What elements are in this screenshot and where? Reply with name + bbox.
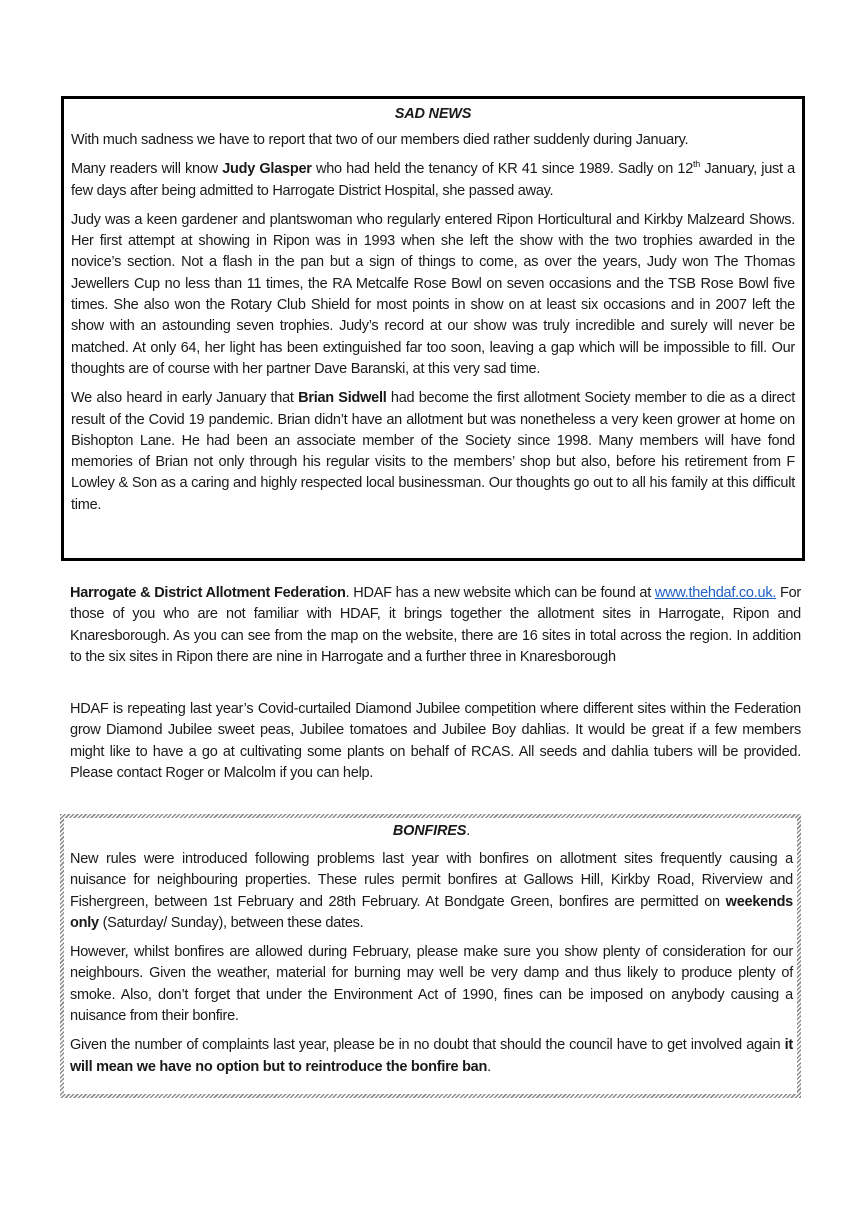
hdaf-paragraph-1: Harrogate & District Allotment Federation. HDAF has a new website which can be found at www.thehdaf.co.uk. For those of you who are not familiar with HDAF, it brings together the allotment sites in Harrogate, Ripon and Knaresborough. As you can see from the map on the website, there are 16 sites in total across the region. In addition to the six sites in Ripon there are nine in Harrogate and a further three in Knaresborough xyxy=(70,585,801,665)
brian-name: Brian Sidwell xyxy=(298,390,387,407)
judy-paragraph-2: Judy was a keen gardener and plantswoman who regularly entered Ripon Horticultural and Kirkby Malzeard Shows. Her first attempt at showing in Ripon was in 1993 when she left the show with the two trophies awarded in the novice’s section. Not a flash in the pan but a sign of things to come, as over the years, Judy won The Thomas Jewellers Cup no less than 11 times, the RA Metcalfe Rose Bowl on seven occasions and the TSB Rose Bowl five times. She also won the Rotary Club Shield for most points in show on at least six occasions and in 2007 left the show with an astounding seven trophies. Judy’s record at our show was truly incredible and surely will never be matched. At only 64, her light has been extinguished far too soon, leaving a gap which will be impossible to fill. Our thoughts are of course with her partner Dave Baranski, at this very sad time. xyxy=(71,211,795,377)
hdaf-paragraph-2: HDAF is repeating last year’s Covid-curtailed Diamond Jubilee competition where different sites within the Federation grow Diamond Jubilee sweet peas, Jubilee tomatoes and Jubilee Boy dahlias. It would be great if a few members might like to have a go at cultivating some plants on behalf of RCAS. All seeds and dahlia tubers will be provided. Please contact Roger or Malcolm if you can help. xyxy=(70,701,801,781)
bonfires-paragraph-2: However, whilst bonfires are allowed during February, please make sure you show plenty of consideration for our neighbours. Given the weather, material for burning may well be very damp and thus likely to produce plenty of smoke. Also, don’t forget that under the Environment Act of 1990, fines can be imposed on anybody causing a nuisance from their bonfire. xyxy=(70,944,793,1025)
sad-news-intro: With much sadness we have to report that two of our members died rather suddenly during January. xyxy=(71,132,689,148)
brian-paragraph: We also heard in early January that Brian Sidwell had become the first allotment Society member to die as a direct result of the Covid 19 pandemic. Brian didn’t have an allotment but was nonetheless a very keen grower at home on Bishopton Lane. He had been an associate member of the Society since 1998. Many members will have fond memories of Brian not only through his regular visits to the members’ shop but also, before his retirement from F Lowley & Son as a caring and highly respected local businessman. Our thoughts go out to all his family at this difficult time. xyxy=(71,390,795,513)
bonfires-paragraph-3: Given the number of complaints last year, please be in no doubt that should the council have to get involved again it will mean we have no option but to reintroduce the bonfire ban. xyxy=(70,1037,793,1075)
weekends-only-emphasis: weekends only xyxy=(70,893,793,931)
bonfire-ban-warning: it will mean we have no option but to reintroduce the bonfire ban xyxy=(70,1037,793,1075)
bonfires-paragraph-1: New rules were introduced following problems last year with bonfires on allotment sites frequently causing a nuisance for neighbouring properties. These rules permit bonfires at Gallows Hill, Kirkby Road, Riverview and Fishergreen, between 1st February and 28th February. At Bondgate Green, bonfires are permitted on weekends only (Saturday/ Sunday), between these dates. xyxy=(70,851,793,931)
judy-name: Judy Glasper xyxy=(222,161,312,178)
judy-paragraph-1: Many readers will know Judy Glasper who had held the tenancy of KR 41 since 1989. Sadly on 12th January, just a few days after being admitted to Harrogate District Hospital, she passed away. xyxy=(71,159,795,199)
hdaf-heading: Harrogate & District Allotment Federation xyxy=(70,585,346,601)
hdaf-website-link[interactable]: www.thehdaf.co.uk. xyxy=(654,585,777,601)
sad-news-title: SAD NEWS xyxy=(394,106,472,122)
ordinal-suffix: th xyxy=(693,159,701,170)
bonfires-title: BONFIRES. xyxy=(392,823,471,839)
sad-news-box xyxy=(61,96,805,561)
bonfires-box xyxy=(60,814,801,1098)
